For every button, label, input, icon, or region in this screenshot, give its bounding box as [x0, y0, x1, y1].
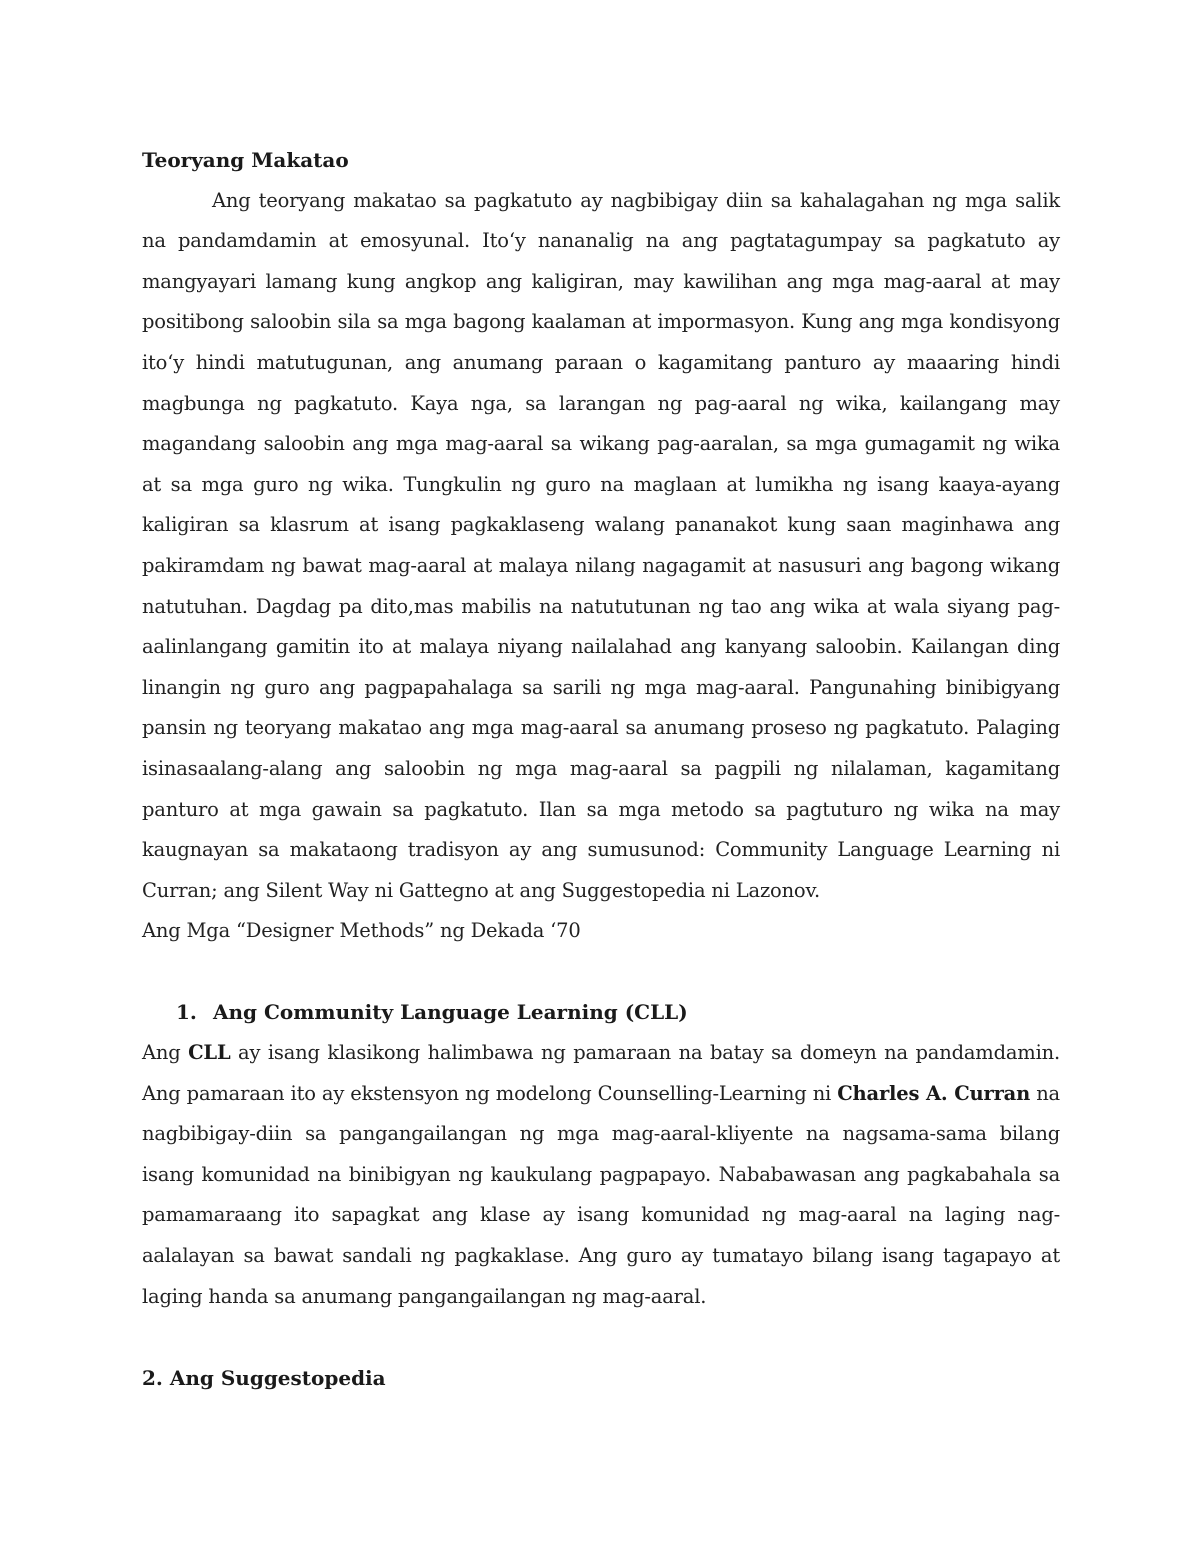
cll-bold-term: CLL	[188, 1041, 231, 1065]
section-title-suggestopedia: 2. Ang Suggestopedia	[142, 1365, 386, 1390]
list-item-number: 1.	[176, 1000, 197, 1025]
cll-text-2: ay isang klasikong halimbawa ng pamaraan na batay sa domeyn na pandamdamin. Ang pamaraan ito ay ekstensyon ng modelong Counselling-Learning ni	[142, 1041, 1060, 1105]
list-item-title-cll: Ang Community Language Learning (CLL)	[213, 1000, 688, 1025]
document-body	[142, 140, 1060, 1398]
section-title-teoryang-makatao: Teoryang Makatao	[142, 148, 349, 172]
paragraph-cll	[142, 1033, 1060, 1317]
cll-text-1: Ang	[142, 1041, 189, 1065]
cll-text-3: na nagbibigay-diin sa pangangailangan ng mga mag-aaral-kliyente na nagsama-sama bilang isang komunidad na binibigyan ng kaukulang pagpapayo. Nababawasan ang pagkabahala sa pamamaraang ito sapagkat ang klase ay isang komunidad ng mag-aaral na laging nag-aalalayan sa bawat sandali ng pagkaklase. Ang guro ay tumatayo bilang isang tagapayo at laging handa sa anumang pangangailangan ng mag-aaral.	[142, 1081, 1060, 1308]
paragraph-teoryang-makatao: Ang teoryang makatao sa pagkatuto ay nagbibigay diin sa kahalagahan ng mga salik na pandamdamin at emosyunal. Ito‘y nananalig na ang pagtatagumpay sa pagkatuto ay mangyayari lamang kung angkop ang kaligiran, may kawilihan ang mga mag-aaral at may positibong saloobin sila sa mga bagong kaalaman at impormasyon. Kung ang mga kondisyong ito‘y hindi matutugunan, ang anumang paraan o kagamitang panturo ay maaaring hindi magbunga ng pagkatuto. Kaya nga, sa larangan ng pag-aaral ng wika, kailangang may magandang saloobin ang mga mag-aaral sa wikang pag-aaralan, sa mga gumagamit ng wika at sa mga guro ng wika. Tungkulin ng guro na maglaan at lumikha ng isang kaaya-ayang kaligiran sa klasrum at isang pagkaklaseng walang pananakot kung saan maginhawa ang pakiramdam ng bawat mag-aaral at malaya nilang nagagamit at nasusuri ang bagong wikang natutuhan. Dagdag pa dito,mas mabilis na natututunan ng tao ang wika at wala siyang pag-aalinlangang gamitin ito at malaya niyang nailalahad ang kanyang saloobin. Kailangan ding linangin ng guro ang pagpapahalaga sa sarili ng mga mag-aaral. Pangunahing binibigyang pansin ng teoryang makatao ang mga mag-aaral sa anumang proseso ng pagkatuto. Palaging isinasaalang-alang ang saloobin ng mga mag-aaral sa pagpili ng nilalaman, kagamitang panturo at mga gawain sa pagkatuto. Ilan sa mga metodo sa pagtuturo ng wika na may kaugnayan sa makataong tradisyon ay ang sumusunod: Community Language Learning ni Curran; ang Silent Way ni Gattegno at ang Suggestopedia ni Lazonov.	[142, 188, 1060, 902]
list-item-heading-cll	[142, 992, 1060, 1033]
designer-methods-line: Ang Mga “Designer Methods” ng Dekada ‘70	[142, 919, 581, 943]
spacer	[142, 952, 1060, 993]
cll-bold-author: Charles A. Curran	[837, 1081, 1031, 1105]
spacer	[142, 1317, 1060, 1358]
